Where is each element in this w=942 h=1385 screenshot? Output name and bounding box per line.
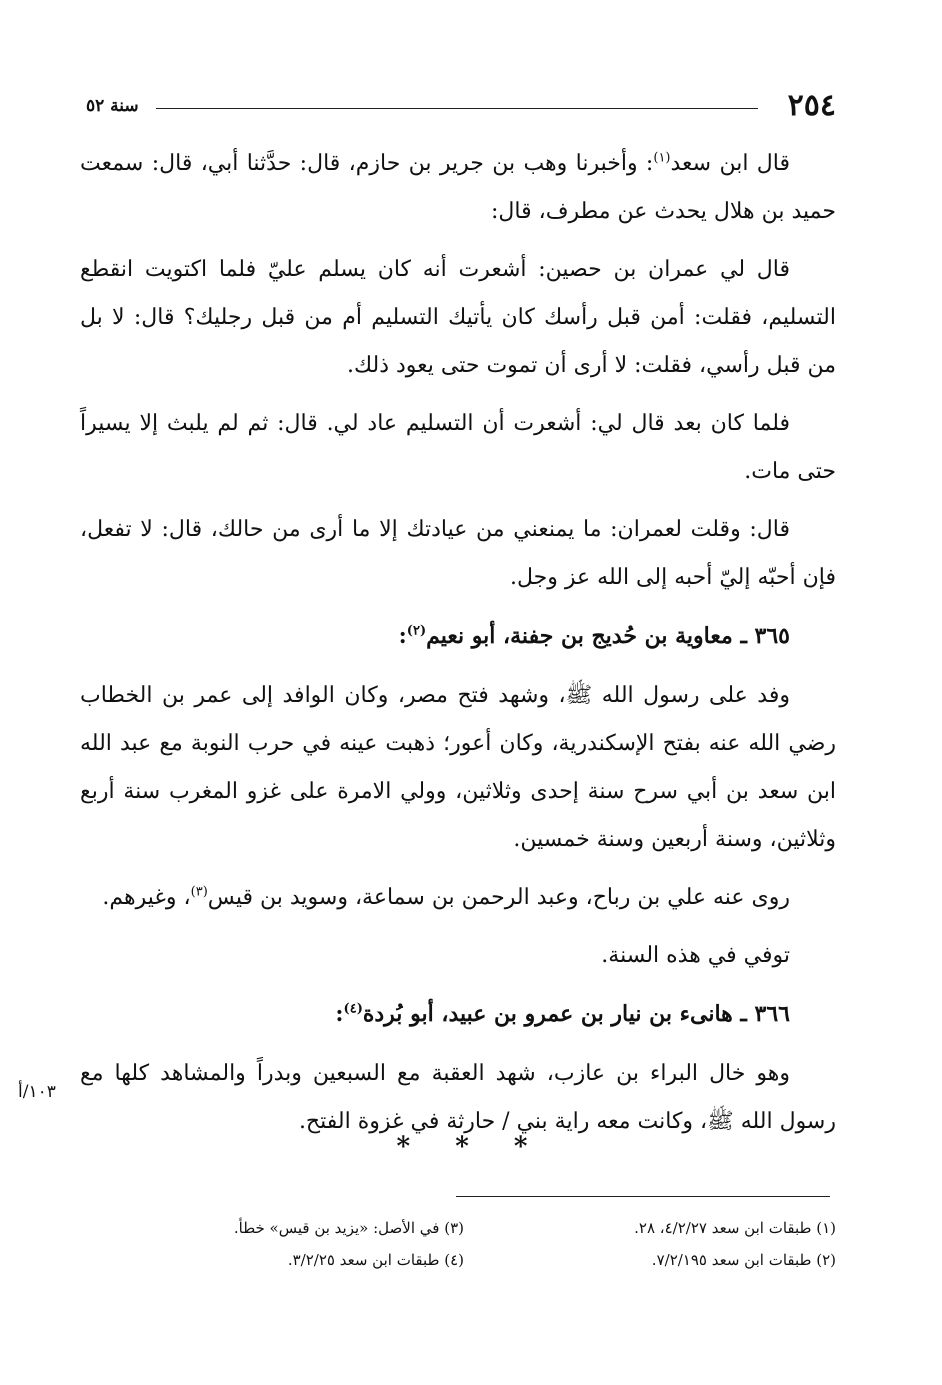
footnote-ref-2[interactable]: (٢)	[406, 623, 427, 639]
paragraph-text: قال ابن سعد	[670, 151, 790, 176]
heading-text: ٣٦٥ ـ معاوية بن حُديج بن جفنة، أبو نعيم	[426, 623, 790, 649]
paragraph-text: : وأخبرنا وهب بن جرير بن حازم، قال: حدَّثنا أبي، قال: سمعت حميد بن هلال يحدث عن مطرف، قال:	[80, 151, 836, 224]
heading-text: ٣٦٦ ـ هانىء بن نيار بن عمرو بن عبيد، أبو بُردة	[362, 1001, 790, 1027]
heading-colon: :	[335, 1001, 344, 1027]
section-separator: * * *	[396, 1132, 546, 1162]
page-body	[80, 140, 836, 1156]
paragraph-ibn-saad-isnad	[80, 140, 836, 236]
page-number: ٢٥٤	[787, 88, 836, 123]
entry-heading-366	[80, 990, 836, 1038]
paragraph-narrators	[80, 874, 836, 922]
footnote-ref-3[interactable]: (٣)	[190, 884, 208, 900]
header-rule	[156, 108, 758, 109]
paragraph-death: توفي في هذه السنة.	[601, 943, 790, 968]
footnote-4: (٤) طبقات ابن سعد ٣/٢/٢٥.	[287, 1251, 464, 1269]
footnote-3: (٣) في الأصل: «يزيد بن قيس» خطأ.	[233, 1219, 464, 1237]
paragraph-text: روى عنه علي بن رباح، وعبد الرحمن بن سماعة، وسويد بن قيس	[207, 885, 790, 910]
footnote-1: (١) طبقات ابن سعد ٤/٢/٢٧، ٢٨.	[634, 1219, 836, 1237]
footnote-ref-1[interactable]: (١)	[653, 150, 671, 166]
paragraph-visit: قال: وقلت لعمران: ما يمنعني من عيادتك إلا ما أرى من حالك، قال: لا تفعل، فإن أحبّه إليّ أحبه إلى الله عز وجل.	[80, 517, 836, 590]
paragraph-hani-bio: وهو خال البراء بن عازب، شهد العقبة مع السبعين وبدراً والمشاهد كلها مع رسول الله ﷺ، وكانت معه راية بني / حارثة في غزوة الفتح.	[80, 1061, 836, 1134]
running-head-year: سنة ٥٢	[86, 96, 139, 116]
footnote-rule	[456, 1196, 830, 1197]
entry-heading-365	[80, 612, 836, 660]
heading-colon: :	[398, 623, 407, 649]
footnote-2: (٢) طبقات ابن سعد ٧/٢/١٩٥.	[651, 1251, 836, 1269]
manuscript-folio-mark: ١٠٣/أ	[18, 1082, 56, 1102]
footnote-ref-4[interactable]: (٤)	[343, 1001, 363, 1017]
footnote-column-right	[496, 1212, 836, 1276]
footnote-column-left	[124, 1212, 464, 1276]
paragraph-after: فلما كان بعد قال لي: أشعرت أن التسليم عاد لي. قال: ثم لم يلبث إلا يسيراً حتى مات.	[80, 411, 836, 484]
paragraph-muawiya-bio: وفد على رسول الله ﷺ، وشهد فتح مصر، وكان الوافد إلى عمر بن الخطاب رضي الله عنه بفتح الإسكندرية، وكان أعور؛ ذهبت عينه في حرب النوبة مع عبد الله ابن سعد بن أبي سرح سنة إحدى وثلاثين، وولي الامرة على غزو المغرب سنة أربع وثلاثين، وسنة أربعين وسنة خمسين.	[80, 683, 836, 852]
paragraph-text: ، وغيرهم.	[102, 885, 191, 910]
page-header	[86, 88, 836, 128]
paragraph-imran-quote: قال لي عمران بن حصين: أشعرت أنه كان يسلم عليّ فلما اكتويت انقطع التسليم، فقلت: أمن قبل رأسك كان يأتيك التسليم أم من قبل رجليك؟ قال: لا بل من قبل رأسي، فقلت: لا أرى أن تموت حتى يعود ذلك.	[80, 257, 836, 378]
